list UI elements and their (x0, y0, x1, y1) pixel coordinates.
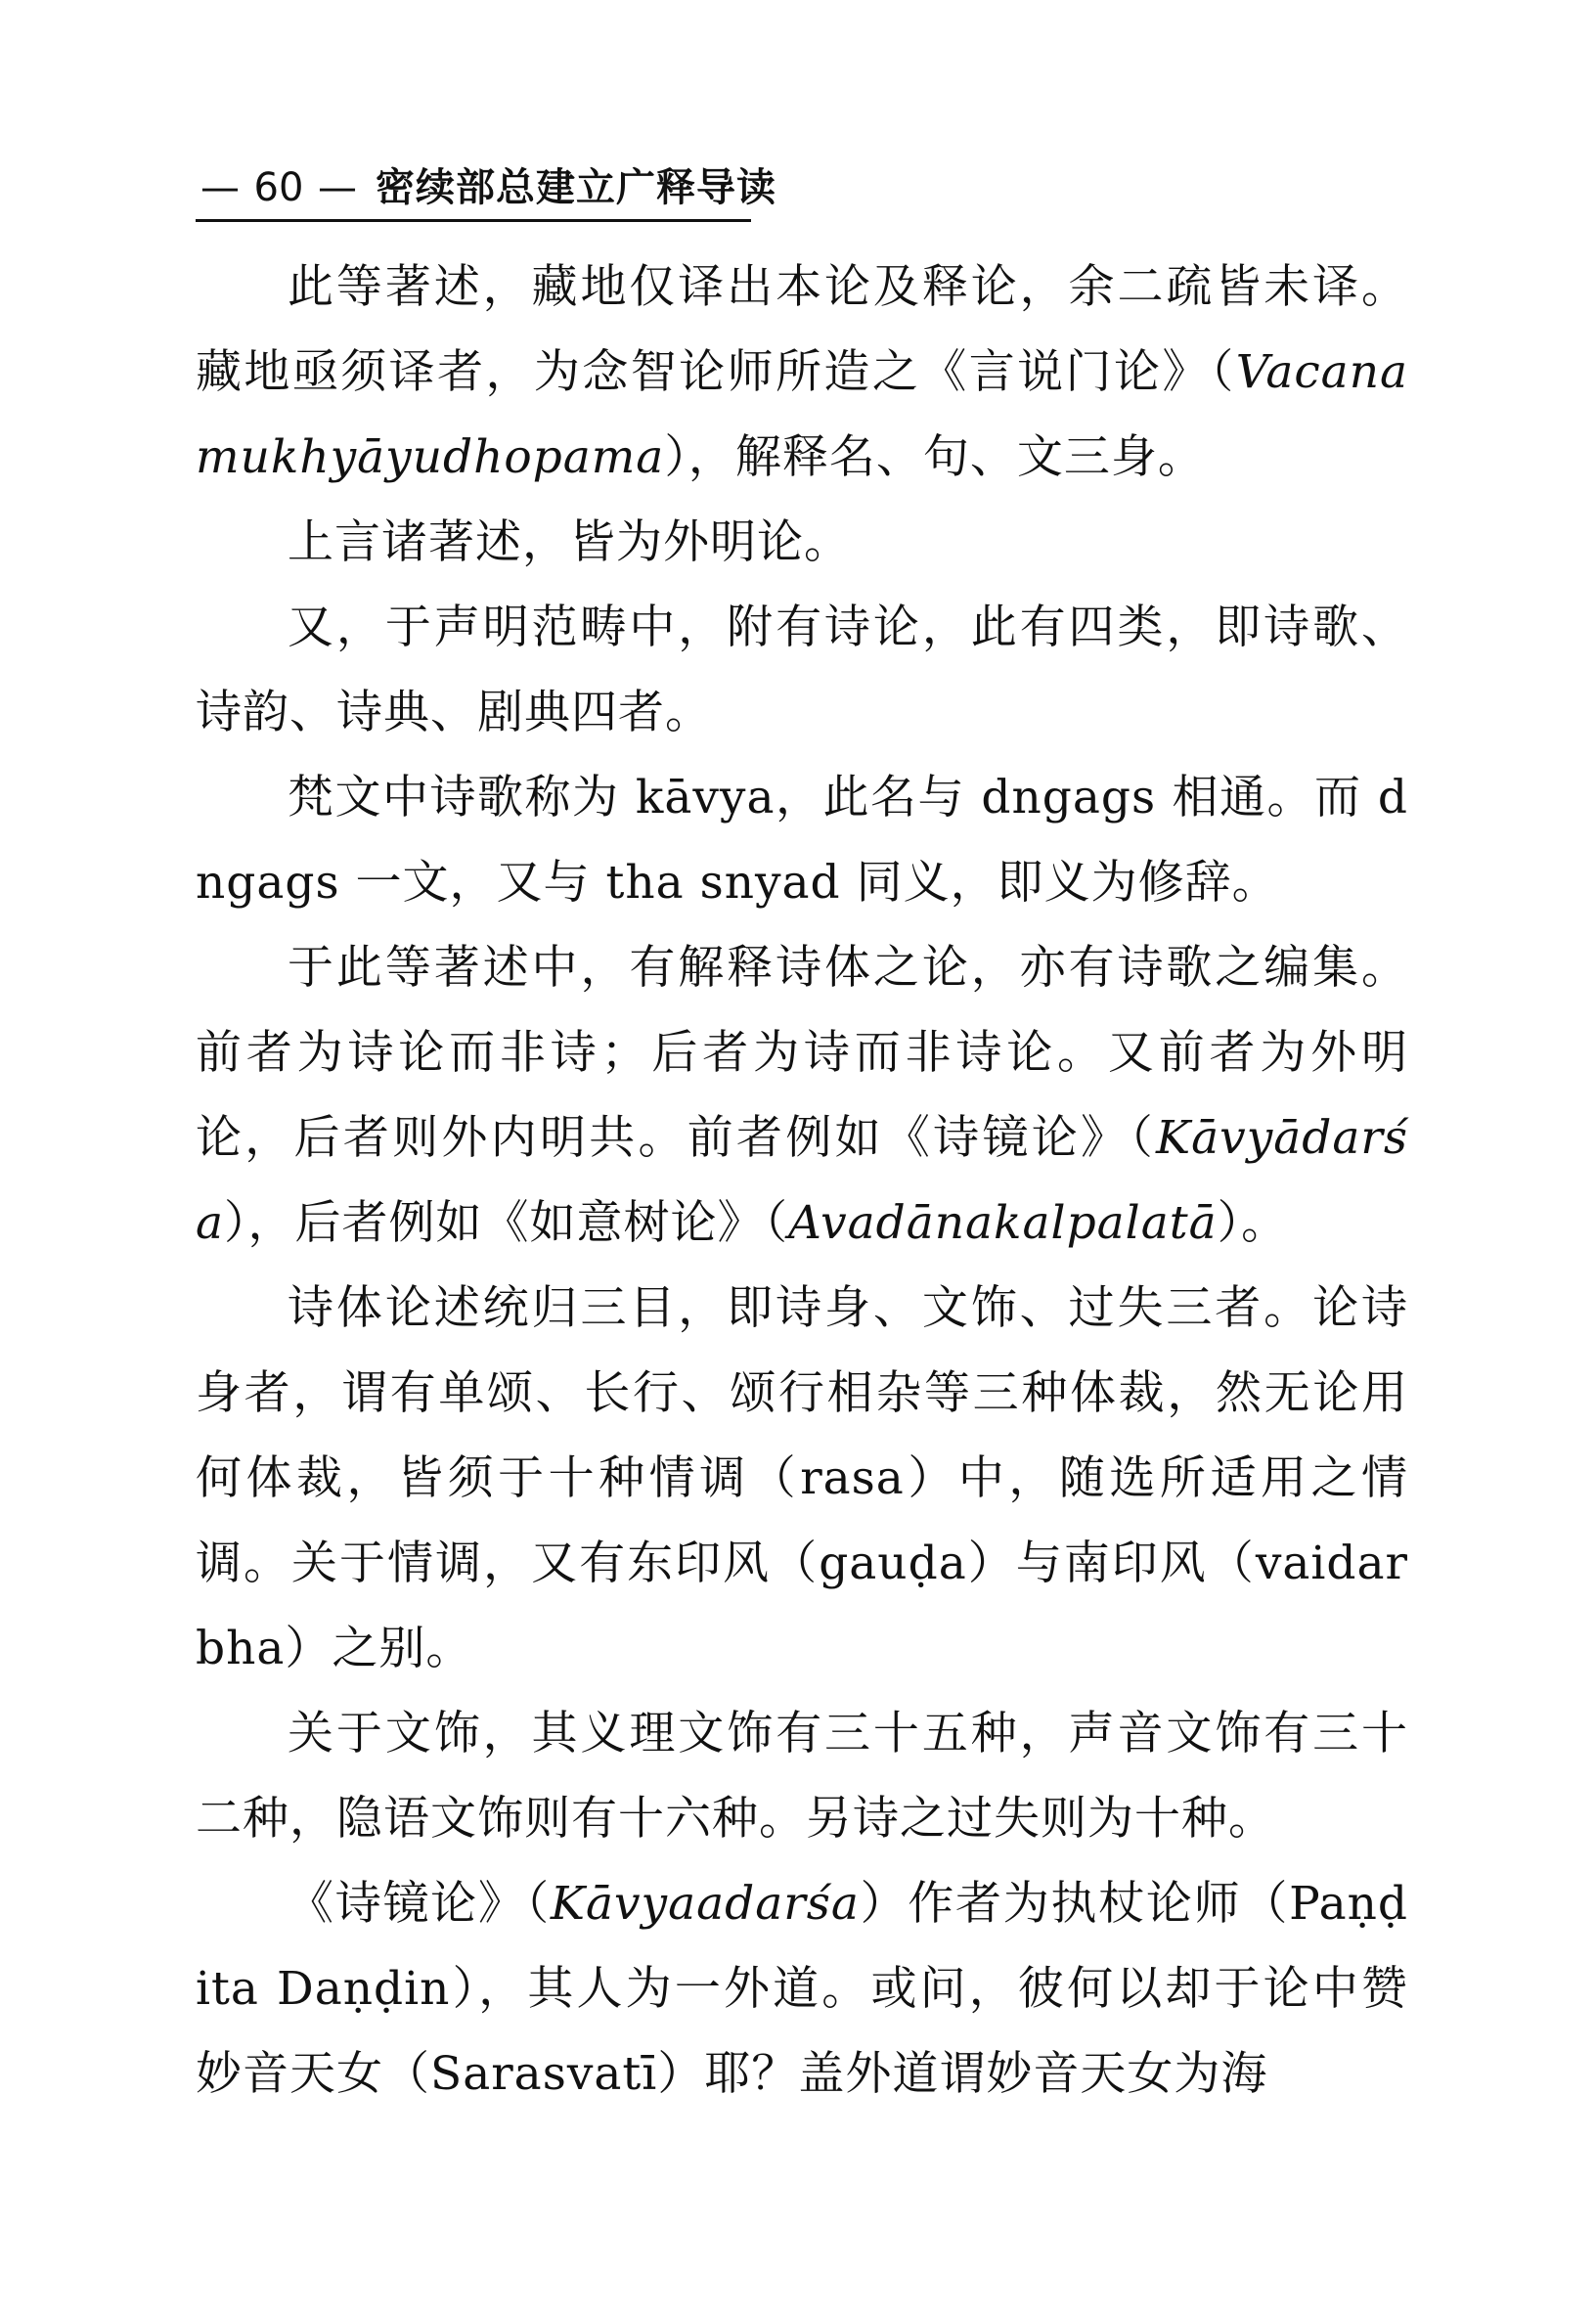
paragraph (196, 245, 1408, 500)
text-run: ），后者例如《如意树论》（ (224, 1196, 789, 1250)
text-run: 诗体论述统归三目，即诗身、文饰、过失三者。论诗身者，谓有单颂、长行、颂行相杂等三种体裁，然无论用何体裁，皆须于十种情调（rasa）中，随选所适用之情调。关于情调，又有东印风（gau (196, 1281, 1408, 1590)
retroflex-letter: ḍ (908, 1537, 939, 1590)
text-run: 于此等著述中，有解释诗体之论，亦有诗歌之编集。前者为诗论而非诗；后者为诗而非诗论。又前者为外明论，后者则外内明共。前者例如《诗镜论》（ (196, 941, 1408, 1165)
text-run: a）与南印风（vaidarbha）之别。 (196, 1537, 1408, 1675)
body-text (196, 245, 1408, 2116)
retroflex-letter: ṇḍ (342, 1962, 405, 2016)
sanskrit-title: Avadānakalpalatā (788, 1196, 1218, 1250)
sanskrit-title: Kāvyādarśa (196, 1111, 1408, 1250)
text-run: ita Da (196, 1962, 343, 2016)
text-run: 又，于声明范畴中，附有诗论，此有四类，即诗歌、诗韵、诗典、剧典四者。 (196, 601, 1408, 739)
text-run: ）作者为执杖论师（Pa (859, 1877, 1348, 1931)
text-run: 此等著述，藏地仅译出本论及释论，余二疏皆未译。藏地亟须译者，为念智论师所造之《言说门论》（ (196, 260, 1408, 399)
paragraph (196, 1691, 1408, 1861)
sanskrit-title: Vacanamukhyāyudhopama (196, 345, 1408, 484)
header-dash-right: — (318, 165, 357, 210)
text-run: 梵文中诗歌称为 kāvya，此名与 dngags 相通。而 dngags 一文，又与 tha snyad 同义，即义为修辞。 (196, 771, 1408, 910)
paragraph (196, 585, 1408, 755)
header-dash-left: — (200, 165, 240, 210)
book-title: 密续部总建立广释导读 (376, 165, 776, 210)
paragraph (196, 1266, 1408, 1691)
retroflex-letter: ṇḍ (1347, 1877, 1408, 1931)
paragraph (196, 925, 1408, 1266)
text-run: ）。 (1217, 1196, 1289, 1250)
paragraph (196, 755, 1408, 925)
header-rule (196, 219, 751, 222)
paragraph (196, 1861, 1408, 2116)
page-number: 60 (253, 165, 304, 210)
text-run: ），解释名、句、文三身。 (664, 430, 1205, 484)
text-run: 上言诸著述，皆为外明论。 (288, 515, 851, 569)
text-run: in），其人为一外道。或问，彼何以却于论中赞妙音天女（Sarasvatī）耶？盖外道谓妙音天女为海 (196, 1962, 1408, 2101)
sanskrit-title: Kāvyaadarśa (550, 1877, 860, 1931)
text-run: 关于文饰，其义理文饰有三十五种，声音文饰有三十二种，隐语文饰则有十六种。另诗之过失则为十种。 (196, 1707, 1408, 1846)
running-head (196, 158, 776, 217)
paragraph (196, 500, 1408, 585)
text-run: 《诗镜论》（ (288, 1877, 551, 1931)
